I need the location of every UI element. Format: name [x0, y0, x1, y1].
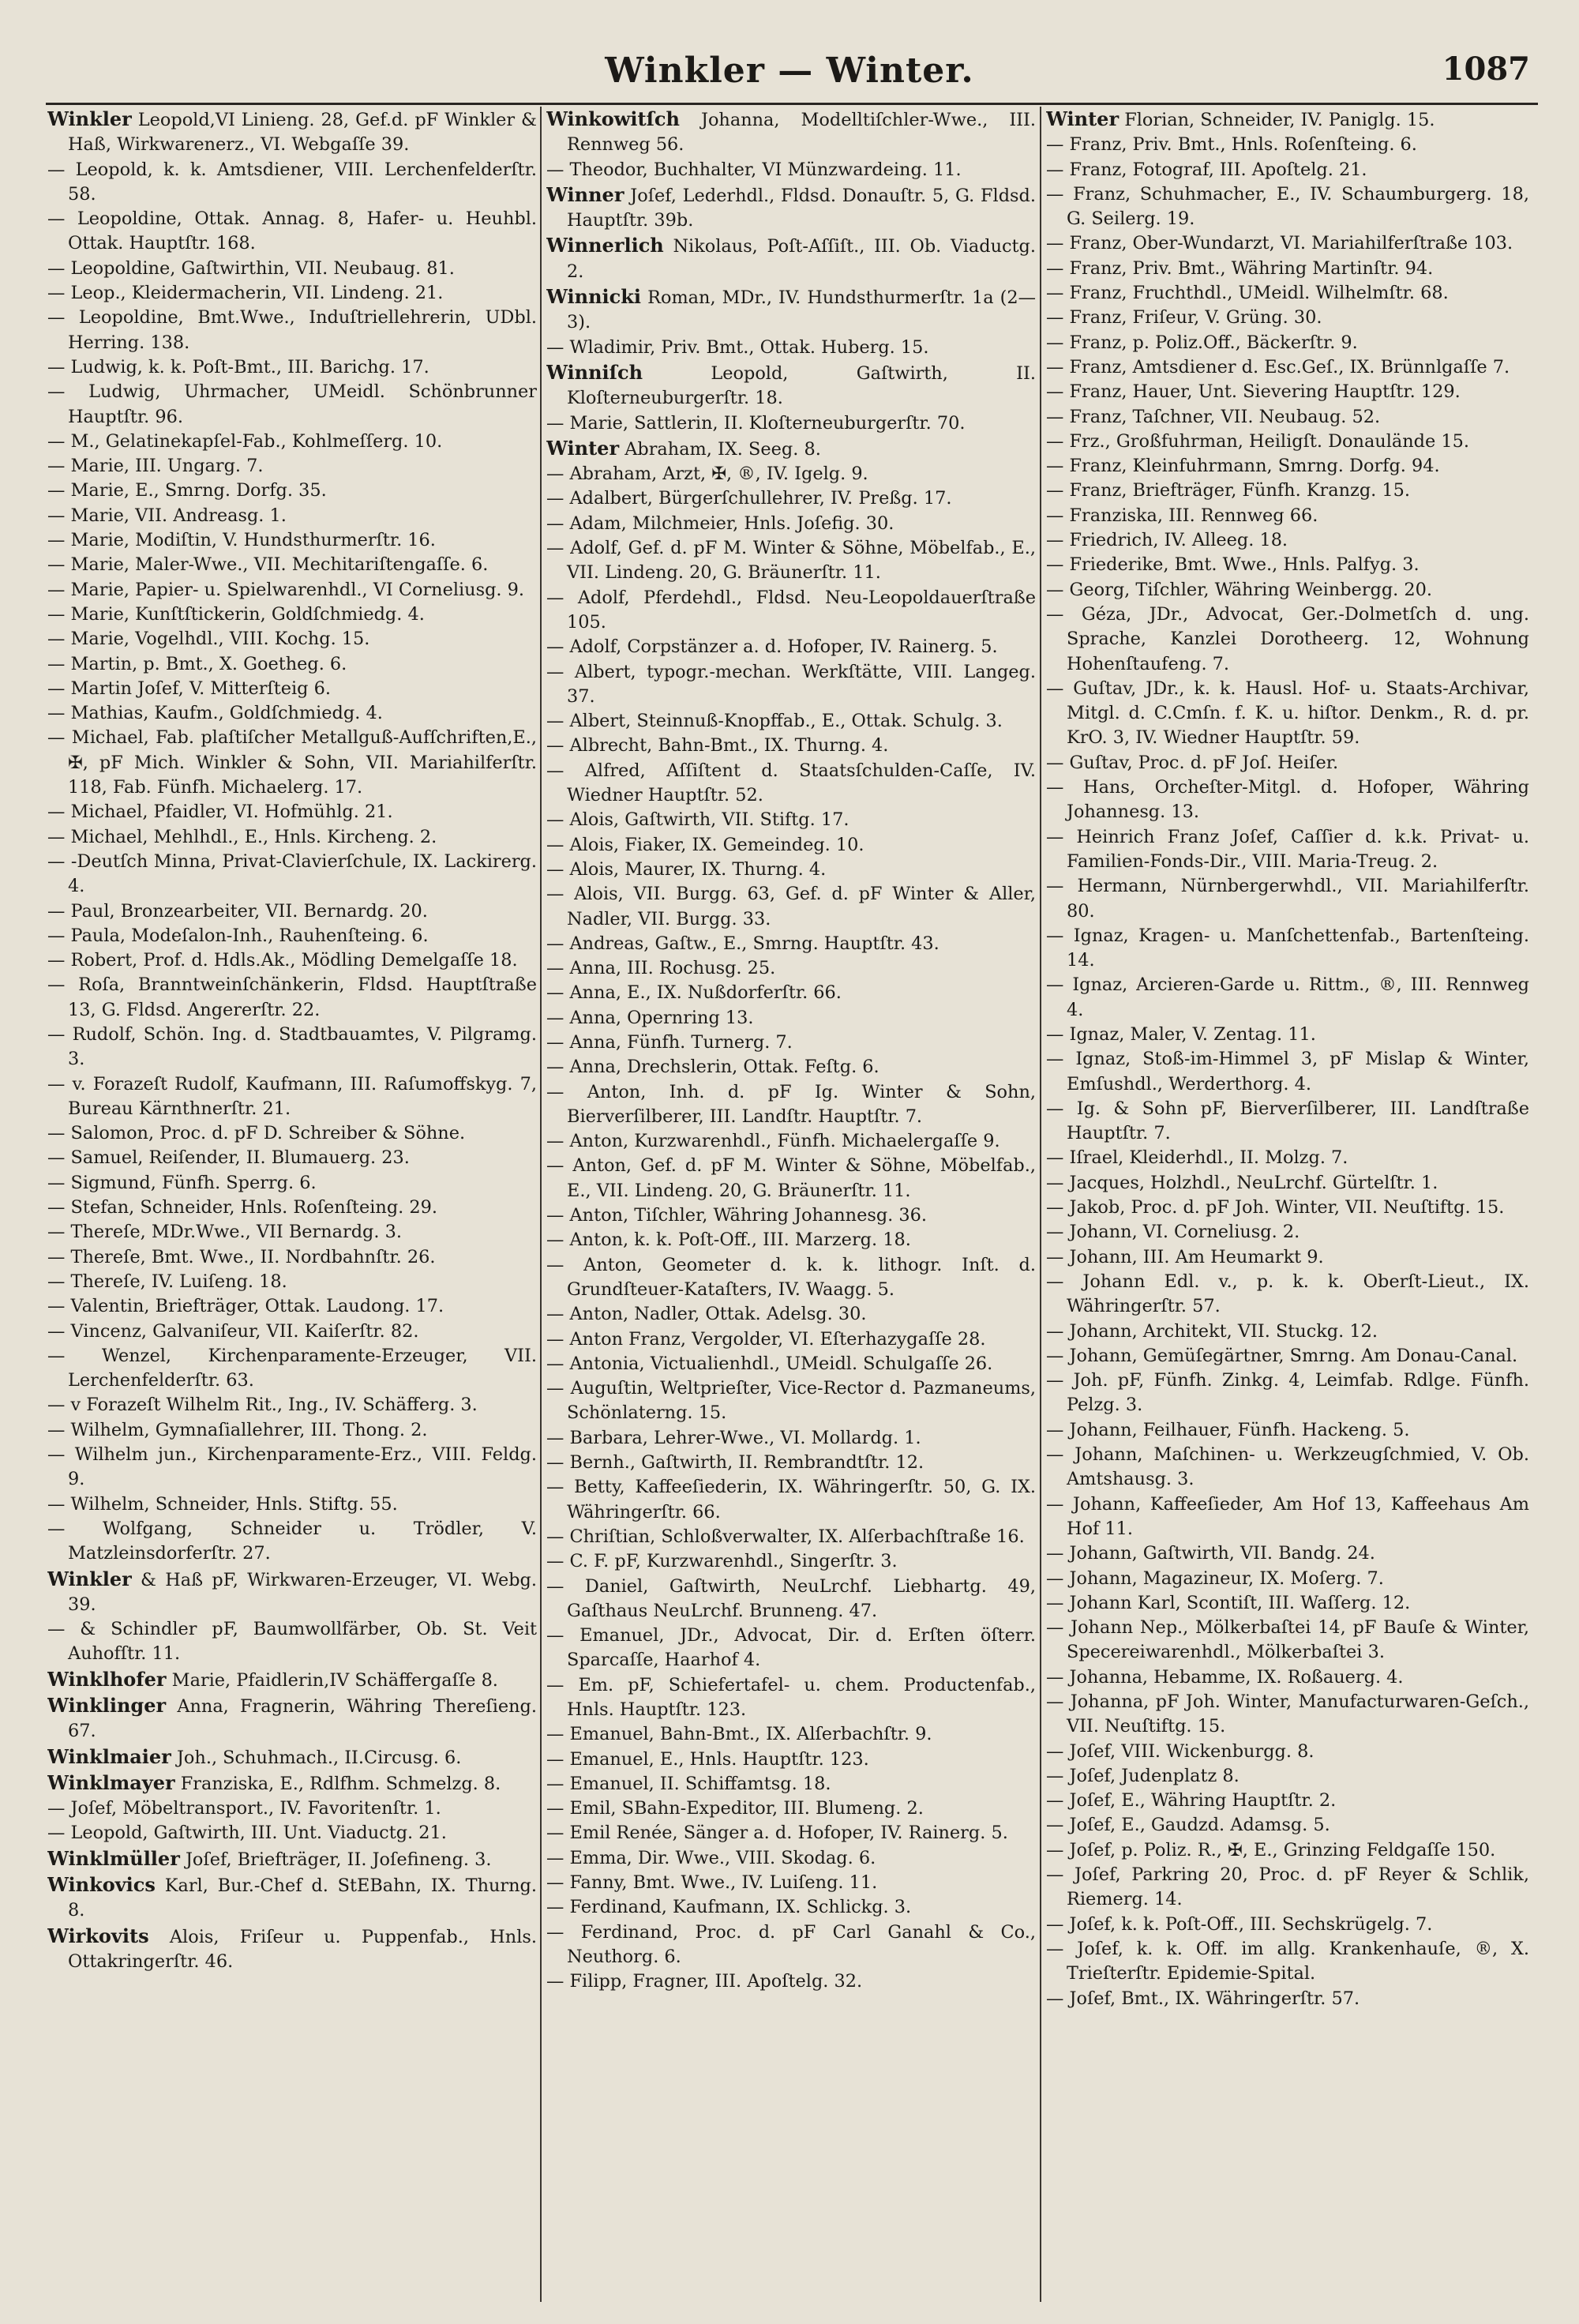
directory-entry: — Johann Karl, Scontiſt, III. Waſſerg. 12.	[1046, 1592, 1411, 1613]
directory-entry: — Paula, Modeſalon-Inh., Rauhenſteing. 6.	[47, 925, 429, 946]
directory-entry: — Wilhelm, Schneider, Hnls. Stiftg. 55.	[47, 1493, 398, 1515]
directory-entry: — Joſef, p. Poliz. R., ✠, E., Grinzing Feldgaſſe 150.	[1046, 1839, 1496, 1860]
directory-entry: — Friederike, Bmt. Wwe., Hnls. Palfyg. 3.	[1046, 554, 1420, 576]
page-header	[0, 49, 1579, 96]
directory-entry: Winkovics Karl, Bur.-Chef d. StEBahn, IX. Thurng. 8.	[47, 1873, 537, 1921]
directory-entry: — -Deutſch Minna, Privat-Clavierſchule, IX. Lackirerg. 4.	[47, 850, 537, 897]
directory-entry: — Mathias, Kaufm., Goldſchmiedg. 4.	[47, 703, 383, 724]
directory-entry: — Hans, Orcheſter-Mitgl. d. Hofoper, Währing Johannesg. 13.	[1046, 777, 1529, 823]
directory-entry: Winnerlich Nikolaus, Poſt-Aſſiſt., III. Ob. Viaductg. 2.	[546, 234, 1036, 282]
directory-entry: — Adam, Milchmeier, Hnls. Joſefig. 30.	[546, 512, 895, 534]
directory-entry: — Marie, Vogelhdl., VIII. Kochg. 15.	[47, 629, 370, 650]
directory-entry: — Anna, Opernring 13.	[546, 1007, 754, 1028]
directory-entry: — Vincenz, Galvaniſeur, VII. Kaiſerſtr. 82.	[47, 1320, 419, 1342]
directory-entry: — Johann, Kaffeeſieder, Am Hof 13, Kaffeehaus Am Hof 11.	[1046, 1493, 1529, 1539]
directory-entry: — Alois, Gaſtwirth, VII. Stiftg. 17.	[546, 809, 850, 831]
directory-entry: — Joſef, Möbeltransport., IV. Favoritenſtr. 1.	[47, 1798, 441, 1819]
directory-entry: — Franz, p. Poliz.Off., Bäckerſtr. 9.	[1046, 332, 1358, 353]
directory-entry: — Emanuel, JDr., Advocat, Dir. d. Erſten öſterr. Sparcaſſe, Haarhof 4.	[546, 1625, 1036, 1671]
directory-entry: — Ignaz, Kragen- u. Manſchettenfab., Bartenſteing. 14.	[1046, 925, 1529, 971]
directory-entry: — Géza, JDr., Advocat, Ger.-Dolmetſch d. ung. Sprache, Kanzlei Dorotheerg. 12, Wohnung Hohenſtaufeng. 7.	[1046, 603, 1529, 674]
directory-entry: — Chriſtian, Schloßverwalter, IX. Alſerbachſtraße 16.	[546, 1526, 1025, 1547]
page-number: 1087	[1442, 51, 1530, 88]
directory-entry: — Martin Joſef, V. Mitterſteig 6.	[47, 678, 331, 699]
directory-entry: — Wenzel, Kirchenparamente-Erzeuger, VII. Lerchenfelderſtr. 63.	[47, 1345, 537, 1391]
directory-entry: — v. Forazeſt Rudolf, Kaufmann, III. Raſumoffskyg. 7, Bureau Kärnthnerſtr. 21.	[47, 1073, 537, 1119]
directory-entry: — Leopold, Gaſtwirth, III. Unt. Viaductg. 21.	[47, 1823, 447, 1844]
directory-entry: — Franz, Schuhmacher, E., IV. Schaumburgerg. 18, G. Seilerg. 19.	[1046, 183, 1529, 230]
directory-entry: — Sigmund, Fünfh. Sperrg. 6.	[47, 1172, 317, 1193]
directory-entry: — Antonia, Victualienhdl., UMeidl. Schulgaſſe 26.	[546, 1353, 993, 1374]
directory-entry: — Joſef, Judenplatz 8.	[1046, 1765, 1240, 1786]
directory-entry: — Leopoldine, Ottak. Annag. 8, Hafer- u. Heuhbl. Ottak. Hauptſtr. 168.	[47, 208, 537, 254]
directory-entry: — Wilhelm, Gymnaſiallehrer, III. Thong. 2.	[47, 1419, 428, 1440]
directory-entry: — Anna, E., IX. Nußdorferſtr. 66.	[546, 982, 842, 1004]
column-3	[1046, 107, 1529, 2302]
directory-entry: — Thereſe, Bmt. Wwe., II. Nordbahnſtr. 26.	[47, 1246, 436, 1267]
directory-entry: Winner Joſef, Lederhdl., Fldsd. Donauſtr. 5, G. Fldsd. Hauptſtr. 39b.	[546, 182, 1036, 231]
directory-entry: Winkowitſch Johanna, Modelltiſchler-Wwe., III. Rennweg 56.	[546, 107, 1036, 156]
directory-entry: Wirkovits Alois, Friſeur u. Puppenfab., Hnls. Ottakringerſtr. 46.	[47, 1924, 537, 1972]
directory-entry: — Adolf, Pferdehdl., Fldsd. Neu-Leopoldauerſtraße 105.	[546, 587, 1036, 633]
directory-entry: — Anna, Fünfh. Turnerg. 7.	[546, 1031, 793, 1053]
directory-entry: Winklmayer Franziska, E., Rdlfhm. Schmelzg. 8.	[47, 1770, 501, 1794]
directory-entry: — Anna, Drechslerin, Ottak. Feſtg. 6.	[546, 1057, 880, 1078]
directory-entry: — Johann Nep., Mölkerbaſtei 14, pF Bauſe & Winter, Specereiwarenhdl., Mölkerbaſtei 3.	[1046, 1617, 1529, 1663]
directory-entry: — Wladimir, Priv. Bmt., Ottak. Huberg. 15.	[546, 336, 929, 358]
directory-entry: — Thereſe, MDr.Wwe., VII Bernardg. 3.	[47, 1222, 402, 1243]
directory-entry: — Johann, Maſchinen- u. Werkzeugſchmied, V. Ob. Amtshausg. 3.	[1046, 1444, 1529, 1490]
directory-entry: — Michael, Fab. plaſtiſcher Metallguß-Aufſchriften,E., ✠, pF Mich. Winkler & Sohn, VII. Mariahilferſtr. 118, Fab. Fünfh. Michaelerg. 17.	[47, 727, 537, 798]
directory-entry: — Martin, p. Bmt., X. Goetheg. 6.	[47, 653, 347, 674]
directory-entry: — C. F. pF, Kurzwarenhdl., Singerſtr. 3.	[546, 1551, 898, 1572]
directory-entry: — Albert, typogr.-mechan. Werkſtätte, VIII. Langeg. 37.	[546, 661, 1036, 707]
directory-entry: — Anton, k. k. Poſt-Off., III. Marzerg. 18.	[546, 1230, 911, 1251]
directory-entry: — Michael, Mehlhdl., E., Hnls. Kircheng. 2.	[47, 826, 437, 847]
directory-entry: — Joſef, k. k. Poſt-Off., III. Sechskrügelg. 7.	[1046, 1913, 1433, 1935]
header-rule	[46, 103, 1538, 105]
directory-entry: — Johanna, pF Joh. Winter, Manufacturwaren-Geſch., VII. Neuſtiftg. 15.	[1046, 1691, 1529, 1737]
directory-entry: — Alois, Fiaker, IX. Gemeindeg. 10.	[546, 834, 865, 855]
directory-entry: — Marie, Sattlerin, II. Kloſterneuburgerſtr. 70.	[546, 412, 966, 434]
directory-entry: — Franz, Ober-Wundarzt, VI. Mariahilferſtraße 103.	[1046, 233, 1513, 254]
directory-entry: — Anton, Tiſchler, Währing Johannesg. 36.	[546, 1205, 928, 1226]
directory-entry: — Leopoldine, Bmt.Wwe., Induſtriellehrerin, UDbl. Herring. 138.	[47, 307, 537, 353]
directory-entry: — Johann Edl. v., p. k. k. Oberſt-Lieut., IX. Währingerſtr. 57.	[1046, 1271, 1529, 1317]
directory-entry: — Ludwig, Uhrmacher, UMeidl. Schönbrunner Hauptſtr. 96.	[47, 381, 537, 427]
directory-entry: — Friedrich, IV. Alleeg. 18.	[1046, 530, 1288, 551]
directory-entry: Winkler & Haß pF, Wirkwaren-Erzeuger, VI. Webg. 39.	[47, 1567, 537, 1615]
directory-entry: — Heinrich Franz Joſef, Caſſier d. k.k. Privat- u. Familien-Fonds-Dir., VIII. Maria-Treug. 2.	[1046, 826, 1529, 872]
directory-entry: — Marie, Kunſtſtickerin, Goldſchmiedg. 4.	[47, 603, 425, 625]
directory-entry: — Abraham, Arzt, ✠, ®, IV. Igelg. 9.	[546, 464, 868, 485]
directory-entry: — Marie, III. Ungarg. 7.	[47, 456, 264, 477]
directory-entry: — Franz, Friſeur, V. Grüng. 30.	[1046, 307, 1322, 329]
directory-entry: — Franz, Priv. Bmt., Währing Martinſtr. 94.	[1046, 257, 1434, 279]
directory-entry: — Marie, VII. Andreasg. 1.	[47, 505, 287, 526]
directory-entry: Winklinger Anna, Fragnerin, Währing Thereſieng. 67.	[47, 1694, 537, 1742]
directory-entry: — Franz, Amtsdiener d. Esc.Geſ., IX. Brünnlgaſſe 7.	[1046, 356, 1510, 377]
directory-entry: — Ignaz, Maler, V. Zentag. 11.	[1046, 1023, 1316, 1045]
directory-entry: — Marie, Modiſtin, V. Hundsthurmerſtr. 16.	[47, 530, 436, 551]
directory-entry: — Anton, Inh. d. pF Ig. Winter & Sohn, Bierverſilberer, III. Landſtr. Hauptſtr. 7.	[546, 1081, 1036, 1127]
directory-entry: — Roſa, Branntweinſchänkerin, Fldsd. Hauptſtraße 13, G. Fldsd. Angererſtr. 22.	[47, 974, 537, 1020]
directory-entry: — Franz, Fotograf, III. Apoſtelg. 21.	[1046, 159, 1367, 180]
directory-entry: — Auguſtin, Weltprieſter, Vice-Rector d. Pazmaneums, Schönlaterng. 15.	[546, 1378, 1036, 1424]
directory-entry: — Franz, Priv. Bmt., Hnls. Roſenſteing. 6.	[1046, 134, 1417, 156]
directory-entry: — v Forazeſt Wilhelm Rit., Ing., IV. Schäfferg. 3.	[47, 1395, 478, 1416]
directory-entry: — Betty, Kaffeeſiederin, IX. Währingerſtr. 50, G. IX. Währingerſtr. 66.	[546, 1477, 1036, 1522]
directory-entry: — Alois, VII. Burgg. 63, Gef. d. pF Winter & Aller, Nadler, VII. Burgg. 33.	[546, 884, 1036, 929]
directory-entry: — & Schindler pF, Baumwollfärber, Ob. St. Veit Auhofſtr. 11.	[47, 1619, 537, 1665]
directory-entry: — Franz, Kleinfuhrmann, Smrng. Dorfg. 94.	[1046, 456, 1440, 477]
directory-entry: — Albrecht, Bahn-Bmt., IX. Thurng. 4.	[546, 735, 889, 757]
directory-entry: Winklmaier Joh., Schuhmach., II.Circusg. 6.	[47, 1744, 462, 1768]
directory-entry: — Alois, Maurer, IX. Thurng. 4.	[546, 858, 827, 880]
directory-entry: — Michael, Pfaidler, VI. Hofmühlg. 21.	[47, 802, 393, 823]
directory-entry: — Joſef, k. k. Off. im allg. Krankenhauſe, ®, X. Trieſterſtr. Epidemie-Spital.	[1046, 1938, 1529, 1984]
directory-entry: Winter Florian, Schneider, IV. Paniglg. 15.	[1046, 107, 1435, 130]
directory-entry: Winnicki Roman, MDr., IV. Hundsthurmerſtr. 1a (2—3).	[546, 285, 1036, 333]
directory-entry: — Emil Renée, Sänger a. d. Hofoper, IV. Rainerg. 5.	[546, 1823, 1008, 1844]
directory-entry: — Marie, Papier- u. Spielwarenhdl., VI Corneliusg. 9.	[47, 579, 525, 600]
directory-entry: — Johanna, Hebamme, IX. Roßauerg. 4.	[1046, 1666, 1404, 1688]
column-divider	[1040, 107, 1041, 2302]
directory-entry: — Wolfgang, Schneider u. Trödler, V. Matzleinsdorferſtr. 27.	[47, 1518, 537, 1564]
page-title: Winkler — Winter.	[605, 51, 974, 91]
directory-entry: — Andreas, Gaſtw., E., Smrng. Hauptſtr. 43.	[546, 933, 940, 954]
directory-entry: — Joſef, Parkring 20, Proc. d. pF Reyer & Schlik, Riemerg. 14.	[1046, 1864, 1529, 1910]
directory-entry: — M., Gelatinekapſel-Fab., Kohlmeſſerg. 10.	[47, 430, 443, 452]
directory-entry: — Johann, III. Am Heumarkt 9.	[1046, 1246, 1324, 1267]
directory-entry: Winklmüller Joſef, Briefträger, II. Joſefineng. 3.	[47, 1846, 492, 1870]
directory-entry: — Franz, Briefträger, Fünfh. Kranzg. 15.	[1046, 480, 1411, 501]
directory-entry: Winkler Leopold,VI Linieng. 28, Gef.d. pF Winkler & Haß, Wirkwarenerz., VI. Webgaſſe 39.	[47, 107, 537, 156]
directory-entry: — Anton, Kurzwarenhdl., Fünfh. Michaelergaſſe 9.	[546, 1131, 1000, 1152]
directory-entry: — Leop., Kleidermacherin, VII. Lindeng. 21.	[47, 283, 444, 304]
directory-entry: — Daniel, Gaſtwirth, NeuLrchf. Liebhartg. 49, Gaſthaus NeuLrchf. Brunneng. 47.	[546, 1575, 1036, 1621]
directory-entry: Winter Abraham, IX. Seeg. 8.	[546, 436, 821, 460]
directory-entry: — Ignaz, Arcieren-Garde u. Rittm., ®, III. Rennweg 4.	[1046, 974, 1529, 1020]
directory-entry: — Guſtav, Proc. d. pF Joſ. Heiſer.	[1046, 752, 1339, 773]
directory-entry: — Guſtav, JDr., k. k. Hausl. Hof- u. Staats-Archivar, Mitgl. d. C.Cmſn. f. K. u. hiſtor. Denkm., R. d. pr. KrO. 3, IV. Wiedner Hauptſtr. 59.	[1046, 678, 1529, 749]
directory-entry: — Franz, Fruchthdl., UMeidl. Wilhelmſtr. 68.	[1046, 283, 1449, 304]
directory-entry: — Anna, III. Rochusg. 25.	[546, 958, 776, 979]
directory-entry: — Ignaz, Stoß-im-Himmel 3, pF Mislap & Winter, Emſushdl., Werderthorg. 4.	[1046, 1049, 1529, 1094]
directory-entry: Winniſch Leopold, Gaſtwirth, II. Kloſterneuburgerſtr. 18.	[546, 360, 1036, 409]
directory-entry: — Leopold, k. k. Amtsdiener, VIII. Lerchenfelderſtr. 58.	[47, 159, 537, 205]
directory-entry: — Marie, Maler-Wwe., VII. Mechitariſtengaſſe. 6.	[47, 554, 489, 576]
directory-entry: — Franziska, III. Rennweg 66.	[1046, 505, 1318, 526]
column-divider	[540, 107, 542, 2302]
directory-entry: — Frz., Großfuhrman, Heiligſt. Donaulände 15.	[1046, 430, 1469, 452]
directory-entry: — Hermann, Nürnbergerwhdl., VII. Mariahilferſtr. 80.	[1046, 876, 1529, 922]
directory-entry: — Alfred, Aſſiſtent d. Staatsſchulden-Caſſe, IV. Wiedner Hauptſtr. 52.	[546, 760, 1036, 806]
directory-entry: — Jacques, Holzhdl., NeuLrchf. Gürtelſtr. 1.	[1046, 1172, 1438, 1193]
directory-entry: — Joſef, E., Währing Hauptſtr. 2.	[1046, 1790, 1337, 1812]
directory-entry: — Anton, Nadler, Ottak. Adelsg. 30.	[546, 1304, 867, 1325]
directory-entry: — Thereſe, IV. Luiſeng. 18.	[47, 1271, 287, 1292]
directory-entry: — Johann, Architekt, VII. Stuckg. 12.	[1046, 1320, 1378, 1342]
directory-entry: — Emma, Dir. Wwe., VIII. Skodag. 6.	[546, 1847, 876, 1868]
directory-entry: — Salomon, Proc. d. pF D. Schreiber & Söhne.	[47, 1123, 466, 1144]
directory-entry: — Albert, Steinnuß-Knopffab., E., Ottak. Schulg. 3.	[546, 711, 1003, 732]
directory-entry: — Robert, Prof. d. Hdls.Ak., Mödling Demelgaſſe 18.	[47, 950, 518, 971]
column-2	[546, 107, 1036, 2302]
directory-entry: — Barbara, Lehrer-Wwe., VI. Mollardg. 1.	[546, 1427, 921, 1448]
directory-entry: — Adolf, Corpstänzer a. d. Hofoper, IV. Rainerg. 5.	[546, 636, 998, 658]
directory-entry: — Johann, Gaſtwirth, VII. Bandg. 24.	[1046, 1543, 1375, 1564]
directory-entry: — Ferdinand, Proc. d. pF Carl Ganahl & Co., Neuthorg. 6.	[546, 1921, 1036, 1967]
directory-entry: — Theodor, Buchhalter, VI Münzwardeing. 11.	[546, 159, 962, 180]
directory-entry: — Stefan, Schneider, Hnls. Roſenſteing. 29.	[47, 1197, 438, 1218]
directory-entry: Winklhofer Marie, Pfaidlerin,IV Schäffergaſſe 8.	[47, 1667, 498, 1691]
directory-entry: — Filipp, Fragner, III. Apoſtelg. 32.	[546, 1971, 863, 1992]
directory-entry: — Joh. pF, Fünfh. Zinkg. 4, Leimfab. Rdlge. Fünfh. Pelzg. 3.	[1046, 1370, 1529, 1416]
directory-entry: — Valentin, Briefträger, Ottak. Laudong. 17.	[47, 1296, 444, 1317]
directory-entry: — Anton, Gef. d. pF M. Winter & Söhne, Möbelfab., E., VII. Lindeng. 20, G. Bräunerſtr. 11.	[546, 1155, 1036, 1201]
directory-entry: — Rudolf, Schön. Ing. d. Stadtbauamtes, V. Pilgramg. 3.	[47, 1023, 537, 1070]
directory-entry: — Ferdinand, Kaufmann, IX. Schlickg. 3.	[546, 1897, 912, 1918]
directory-entry: — Emil, SBahn-Expeditor, III. Blumeng. 2.	[546, 1798, 924, 1819]
directory-entry: — Emanuel, E., Hnls. Hauptſtr. 123.	[546, 1748, 869, 1770]
directory-entry: — Bernh., Gaſtwirth, II. Rembrandtſtr. 12.	[546, 1452, 925, 1474]
directory-entry: — Franz, Taſchner, VII. Neubaug. 52.	[1046, 406, 1381, 427]
directory-entry: — Marie, E., Smrng. Dorfg. 35.	[47, 480, 327, 501]
directory-entry: — Anton, Geometer d. k. k. lithogr. Inſt. d. Grundſteuer-Kataſters, IV. Waagg. 5.	[546, 1254, 1036, 1300]
directory-entry: — Johann, Feilhauer, Fünfh. Hackeng. 5.	[1046, 1419, 1410, 1440]
directory-entry: — Joſef, E., Gaudzd. Adamsg. 5.	[1046, 1815, 1330, 1836]
directory-entry: — Adalbert, Bürgerſchullehrer, IV. Preßg. 17.	[546, 488, 952, 509]
directory-entry: — Ig. & Sohn pF, Bierverſilberer, III. Landſtraße Hauptſtr. 7.	[1046, 1098, 1529, 1144]
directory-entry: — Ludwig, k. k. Poſt-Bmt., III. Barichg. 17.	[47, 356, 429, 377]
directory-entry: — Emanuel, II. Schiffamtsg. 18.	[546, 1773, 831, 1794]
directory-entry: — Leopoldine, Gaſtwirthin, VII. Neubaug. 81.	[47, 257, 455, 279]
directory-entry: — Anton Franz, Vergolder, VI. Eſterhazygaſſe 28.	[546, 1328, 986, 1350]
directory-entry: — Joſef, Bmt., IX. Währingerſtr. 57.	[1046, 1988, 1360, 2009]
directory-entry: — Johann, Gemüſegärtner, Smrng. Am Donau-Canal.	[1046, 1345, 1518, 1366]
directory-entry: — Joſef, VIII. Wickenburgg. 8.	[1046, 1740, 1315, 1762]
directory-entry: — Adolf, Gef. d. pF M. Winter & Söhne, Möbelfab., E., VII. Lindeng. 20, G. Bräunerſtr. 11.	[546, 538, 1036, 584]
directory-entry: — Johann, Magazineur, IX. Moſerg. 7.	[1046, 1567, 1384, 1589]
directory-entry: — Georg, Tiſchler, Währing Weinbergg. 20.	[1046, 579, 1433, 600]
directory-entry: — Emanuel, Bahn-Bmt., IX. Alſerbachſtr. 9.	[546, 1724, 932, 1745]
directory-entry: — Em. pF, Schiefertafel- u. chem. Productenfab., Hnls. Hauptſtr. 123.	[546, 1674, 1036, 1720]
directory-entry: — Johann, VI. Corneliusg. 2.	[1046, 1222, 1300, 1243]
directory-entry: — Wilhelm jun., Kirchenparamente-Erz., VIII. Feldg. 9.	[47, 1444, 537, 1490]
directory-entry: — Iſrael, Kleiderhdl., II. Molzg. 7.	[1046, 1147, 1348, 1169]
directory-entry: — Franz, Hauer, Unt. Sievering Hauptſtr. 129.	[1046, 381, 1461, 403]
directory-entry: — Jakob, Proc. d. pF Joh. Winter, VII. Neuſtiftg. 15.	[1046, 1197, 1505, 1218]
directory-entry: — Paul, Bronzearbeiter, VII. Bernardg. 20.	[47, 900, 428, 922]
column-1	[47, 107, 537, 2302]
directory-entry: — Fanny, Bmt. Wwe., IV. Luiſeng. 11.	[546, 1872, 878, 1894]
directory-entry: — Samuel, Reiſender, II. Blumauerg. 23.	[47, 1147, 410, 1169]
